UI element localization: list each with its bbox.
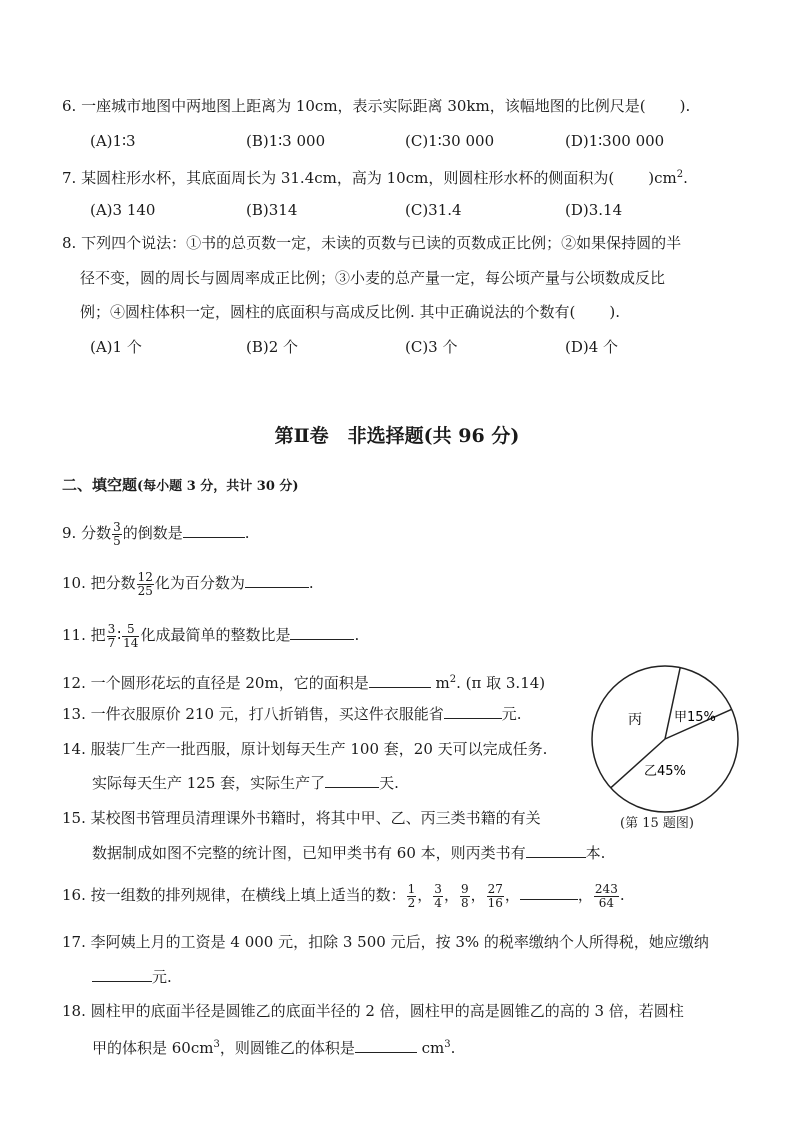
- question-17-line-2: 元.: [92, 967, 172, 987]
- sequence-fraction-2: $\frac{3}{4}$: [434, 881, 442, 910]
- q8-option-c: (C)3 个: [405, 338, 458, 356]
- answer-blank[interactable]: [520, 885, 578, 900]
- question-8-line-1: 8. 下列四个说法：①书的总页数一定，未读的页数与已读的页数成正比例；②如果保持圆的半: [62, 234, 682, 252]
- pie-chart: [590, 664, 740, 814]
- q7-option-d: (D)3.14: [565, 201, 623, 219]
- fraction: $\frac{3}{5}$: [113, 519, 121, 548]
- question-8-line-2: 径不变，圆的周长与圆周率成正比例；③小麦的总产量一定，每公顷产量与公顷数成反比: [80, 269, 666, 287]
- answer-blank[interactable]: [245, 573, 309, 588]
- sequence-fraction-4: $\frac{27}{16}$: [487, 881, 503, 910]
- question-14-line-2: 实际每天生产 125 套，实际生产了 天.: [92, 774, 399, 792]
- q7-option-a: (A)3 140: [90, 201, 156, 219]
- chart-caption: (第 15 题图): [620, 816, 694, 831]
- fraction: $\frac{12}{25}$: [137, 569, 153, 598]
- answer-blank[interactable]: [183, 523, 245, 538]
- answer-blank[interactable]: [290, 625, 354, 640]
- sequence-fraction-last: $\frac{243}{64}$: [594, 881, 618, 910]
- question-9: 9. 分数 $\frac{3}{5}$ 的倒数是 .: [62, 519, 250, 548]
- section-2-header: 二、填空题(每小题 3 分，共计 30 分): [62, 476, 299, 494]
- question-7: 7. 某圆柱形水杯，其底面周长为 31.4cm，高为 10cm，则圆柱形水杯的侧面积为( )$cm^2$.: [62, 169, 688, 187]
- part-2-title: 第Ⅱ卷 非选择题(共 96 分): [274, 425, 520, 447]
- answer-blank[interactable]: [355, 1038, 417, 1053]
- answer-blank[interactable]: [526, 843, 586, 858]
- q6-option-c: (C)1∶30 000: [405, 132, 495, 150]
- answer-blank[interactable]: [325, 773, 379, 788]
- pie-slice-boundary-甲: [665, 668, 680, 739]
- question-12: 12. 一个圆形花坛的直径是 20m，它的面积是 $m^2$. (π 取 3.14): [62, 674, 546, 692]
- answer-blank[interactable]: [92, 967, 152, 982]
- fraction: $\frac{3}{7}$: [107, 621, 116, 650]
- q6-option-b: (B)1∶3 000: [246, 132, 326, 150]
- fraction: $\frac{5}{14}$: [123, 621, 139, 650]
- question-15-line-2: 数据制成如图不完整的统计图，已知甲类书有 60 本，则丙类书有 本.: [92, 844, 606, 862]
- answer-blank[interactable]: [369, 673, 431, 688]
- sequence-fraction-3: $\frac{9}{8}$: [460, 881, 469, 910]
- question-16: 16. 按一组数的排列规律，在横线上填上适当的数： $\frac{1}{2}$ ， $\frac{3}{4}$ ， $\frac{9}{8}$ ， $\frac{27}{16}$ ， ， $\frac{243}{64}$ .: [62, 881, 625, 910]
- question-15-line-1: 15. 某校图书管理员清理课外书籍时，将其中甲、乙、丙三类书籍的有关: [62, 809, 541, 827]
- question-18-line-1: 18. 圆柱甲的底面半径是圆锥乙的底面半径的 2 倍，圆柱甲的高是圆锥乙的高的 3 倍，若圆柱: [62, 1002, 684, 1020]
- pie-label-yi: 乙45%: [644, 764, 686, 779]
- q6-option-a: (A)1∶3: [90, 132, 136, 150]
- answer-blank[interactable]: [444, 704, 502, 719]
- q7-option-c: (C)31.4: [405, 201, 462, 219]
- pie-label-jia: 甲15%: [674, 710, 716, 725]
- q8-option-d: (D)4 个: [565, 338, 619, 356]
- question-13: 13. 一件衣服原价 210 元，打八折销售，买这件衣服能省 元.: [62, 705, 522, 723]
- q7-option-b: (B)314: [246, 201, 298, 219]
- q6-option-d: (D)1∶300 000: [565, 132, 665, 150]
- q8-option-a: (A)1 个: [90, 338, 142, 356]
- question-6: 6. 一座城市地图中两地图上距离为 10cm，表示实际距离 30km，该幅地图的比例尺是( ).: [62, 97, 691, 115]
- question-11: 11. 把 $\frac{3}{7}$ ∶ $\frac{5}{14}$ 化成最简单的整数比是 .: [62, 621, 360, 650]
- q8-option-b: (B)2 个: [246, 338, 299, 356]
- question-18-line-2: 甲的体积是 $60cm^3$，则圆锥乙的体积是 $cm^3$.: [92, 1039, 456, 1057]
- question-10: 10. 把分数 $\frac{12}{25}$ 化为百分数为 .: [62, 569, 314, 598]
- question-14-line-1: 14. 服装厂生产一批西服，原计划每天生产 100 套，20 天可以完成任务.: [62, 740, 548, 758]
- sequence-fraction-1: $\frac{1}{2}$: [407, 881, 416, 910]
- pie-label-bing: 丙: [628, 712, 642, 728]
- question-17-line-1: 17. 李阿姨上月的工资是 4 000 元，扣除 3 500 元后，按 3% 的税率缴纳个人所得税，她应缴纳: [62, 933, 709, 951]
- question-8-line-3: 例；④圆柱体积一定，圆柱的底面积与高成反比例. 其中正确说法的个数有( ).: [80, 303, 621, 321]
